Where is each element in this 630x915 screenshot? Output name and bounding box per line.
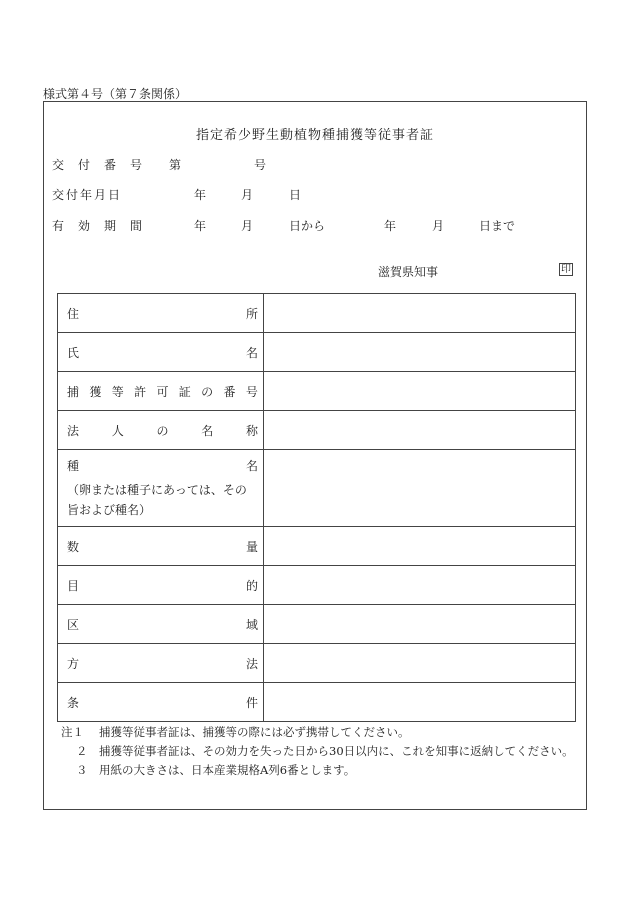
row-label-area xyxy=(58,605,264,644)
label-char: 住 xyxy=(67,306,80,321)
label-char: 名 xyxy=(245,459,258,473)
area-value-cell xyxy=(264,605,576,644)
issue-number-prefix: 第 xyxy=(169,158,182,172)
table-row xyxy=(58,450,576,527)
label-char: 法 xyxy=(245,656,258,671)
label-char: 条 xyxy=(67,695,80,710)
issue-date-month: 月 xyxy=(241,188,254,202)
label-char: 的 xyxy=(245,578,258,593)
note-text: 捕獲等従事者証は、その効力を失った日から30日以内に、これを知事に返納してください。 xyxy=(99,744,574,758)
validity-day-from: 日から xyxy=(289,219,326,233)
label-char: 域 xyxy=(245,617,258,632)
form-number-label: 様式第４号（第７条関係） xyxy=(43,87,188,101)
validity-label: 有効期間 xyxy=(52,219,157,233)
method-value-cell xyxy=(264,644,576,683)
row-label-method xyxy=(58,644,264,683)
certificate-frame xyxy=(43,101,587,810)
label-char: 捕 xyxy=(67,384,80,399)
row-label-conditions xyxy=(58,683,264,722)
label-char: の xyxy=(156,423,169,438)
issue-number-label xyxy=(52,156,157,173)
label-char: 量 xyxy=(245,539,258,554)
label-char: 件 xyxy=(245,695,258,710)
name-value-cell xyxy=(264,333,576,372)
validity-day-until: 日まで xyxy=(479,219,516,233)
address-value-cell xyxy=(264,294,576,333)
label-char: 氏 xyxy=(67,345,80,360)
row-label-permit-number xyxy=(58,372,264,411)
label-char: 号 xyxy=(245,384,258,399)
row-label-corporation xyxy=(58,411,264,450)
label-char: 区 xyxy=(67,617,80,632)
table-row xyxy=(58,333,576,372)
label-char: 目 xyxy=(67,578,80,593)
table-row xyxy=(58,294,576,333)
species-note: （卵または種子にあっては、その旨および種名） xyxy=(67,483,247,517)
note-number: ２ xyxy=(76,744,88,758)
table-row xyxy=(58,644,576,683)
label-char: 番 xyxy=(223,384,236,399)
label-char: 法 xyxy=(67,423,80,438)
issuer-name: 滋賀県知事 xyxy=(378,265,439,279)
label-char: 等 xyxy=(111,384,124,399)
issue-date-day: 日 xyxy=(289,188,302,202)
note-item xyxy=(61,743,581,759)
corporation-value-cell xyxy=(264,411,576,450)
note-item xyxy=(61,724,581,740)
table-row xyxy=(58,372,576,411)
note-text: 捕獲等従事者証は、捕獲等の際には必ず携帯してください。 xyxy=(99,725,410,739)
issue-number-suffix: 号 xyxy=(254,158,267,172)
table-row xyxy=(58,566,576,605)
validity-month-until: 月 xyxy=(432,219,445,233)
validity-year-until: 年 xyxy=(384,219,397,233)
label-char: 証 xyxy=(178,384,191,399)
conditions-value-cell xyxy=(264,683,576,722)
issue-date-year: 年 xyxy=(194,188,207,202)
row-label-purpose xyxy=(58,566,264,605)
label-char: 方 xyxy=(67,656,80,671)
label-char: 名 xyxy=(201,423,214,438)
label-char: の xyxy=(201,384,214,399)
note-item xyxy=(61,762,581,778)
label-char: 種 xyxy=(67,459,80,473)
certificate-title: 指定希少野生動植物種捕獲等従事者証 xyxy=(195,128,434,143)
table-row xyxy=(58,527,576,566)
note-number: 注１ xyxy=(61,725,84,739)
row-label-name xyxy=(58,333,264,372)
label-char: 可 xyxy=(156,384,169,399)
note-number: ３ xyxy=(76,763,88,777)
validity-month-from: 月 xyxy=(241,219,254,233)
table-row xyxy=(58,411,576,450)
label-char: 人 xyxy=(111,423,124,438)
seal-mark: 印 xyxy=(561,264,571,275)
table-row xyxy=(58,683,576,722)
row-label-species xyxy=(58,450,264,527)
label-char: 獲 xyxy=(89,384,102,399)
issue-number-label-text: 交付番号 xyxy=(52,158,157,172)
row-label-quantity xyxy=(58,527,264,566)
note-text: 用紙の大きさは、日本産業規格A列6番とします。 xyxy=(99,763,356,777)
validity-year-from: 年 xyxy=(194,219,207,233)
issue-date-label: 交付年月日 xyxy=(52,188,123,202)
quantity-value-cell xyxy=(264,527,576,566)
permit-number-value-cell xyxy=(264,372,576,411)
table-row xyxy=(58,605,576,644)
label-char: 名 xyxy=(245,345,258,360)
label-char: 所 xyxy=(245,306,258,321)
label-char: 許 xyxy=(134,384,147,399)
purpose-value-cell xyxy=(264,566,576,605)
label-char: 称 xyxy=(245,423,258,438)
label-char: 数 xyxy=(67,539,80,554)
details-table xyxy=(57,293,576,722)
notes-section xyxy=(61,724,581,781)
row-label-address xyxy=(58,294,264,333)
species-value-cell xyxy=(264,450,576,527)
